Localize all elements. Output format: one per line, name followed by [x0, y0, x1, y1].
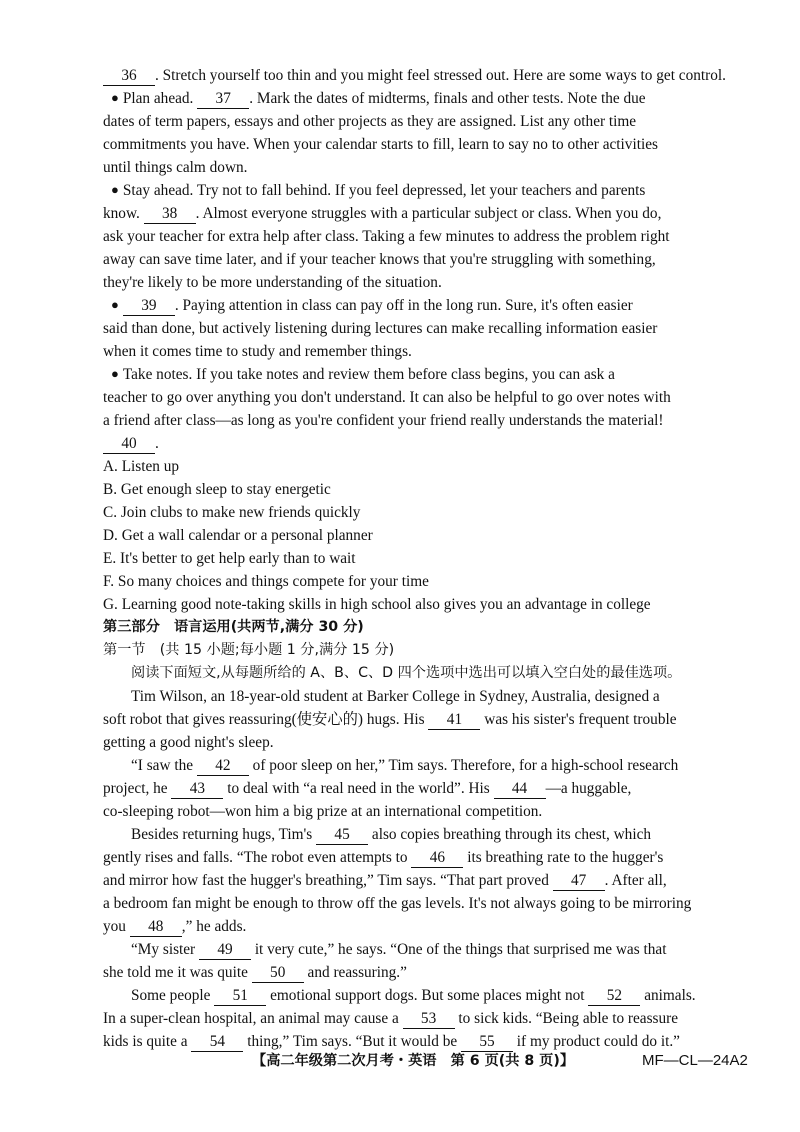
para-36: 36 . Stretch yourself too thin and you might feel stressed out. Here are some ways to get control.	[103, 64, 763, 87]
text-line: ask your teacher for extra help after class. Taking a few minutes to address the problem right	[103, 228, 670, 245]
blank-52: 52	[588, 987, 640, 1006]
text-line: when it comes time to study and remember things.	[103, 343, 412, 360]
text-line: kids is quite a 54 thing,” Tim says. “But it would be 55 if my product could do it.”	[103, 1033, 680, 1050]
text-line: know. 38 . Almost everyone struggles with a particular subject or class. When you do,	[103, 205, 662, 222]
text-line: she told me it was quite 50 and reassuring.”	[103, 964, 407, 981]
cloze-instruction: 阅读下面短文,从每题所给的 A、B、C、D 四个选项中选出可以填入空白处的最佳选项。	[131, 665, 682, 681]
option-f: F. So many choices and things compete for your time	[103, 573, 429, 590]
footer-code: MF—CL—24A2	[642, 1052, 748, 1069]
blank-37: 37	[197, 90, 249, 109]
blank-51: 51	[214, 987, 266, 1006]
option-b: B. Get enough sleep to stay energetic	[103, 481, 331, 498]
para-40: 40 .	[103, 432, 763, 455]
text-line: away can save time later, and if your teacher knows that you're struggling with something,	[103, 251, 656, 268]
text-line: and mirror how fast the hugger's breathing,” Tim says. “That part proved 47 . After all,	[103, 872, 667, 889]
blank-46: 46	[411, 849, 463, 868]
blank-38: 38	[144, 205, 196, 224]
text-line: “My sister 49 it very cute,” he says. “One of the things that surprised me was that	[131, 941, 667, 958]
text-line: they're likely to be more understanding of the situation.	[103, 274, 442, 291]
blank-40: 40	[103, 435, 155, 454]
text-line: gently rises and falls. “The robot even attempts to 46 its breathing rate to the hugger's	[103, 849, 664, 866]
blank-47: 47	[553, 872, 605, 891]
text-line: commitments you have. When your calendar starts to fill, learn to say no to other activities	[103, 136, 658, 153]
text-line: Some people 51 emotional support dogs. But some places might not 52 animals.	[131, 987, 696, 1004]
text-line: until things calm down.	[103, 159, 248, 176]
blank-39: 39	[123, 297, 175, 316]
bullet-dot-icon: ●	[111, 297, 119, 312]
option-a: A. Listen up	[103, 458, 180, 475]
blank-45: 45	[316, 826, 368, 845]
text-line: dates of term papers, essays and other projects as they are assigned. List any other time	[103, 113, 637, 130]
bullet-plan-ahead: ● Plan ahead. 37 . Mark the dates of midterms, finals and other tests. Note the due	[111, 90, 646, 107]
text-line: “I saw the 42 of poor sleep on her,” Tim says. Therefore, for a high-school research	[131, 757, 679, 774]
page-footer	[252, 1049, 772, 1073]
part3-heading: 第三部分 语言运用(共两节,满分 30 分)	[103, 619, 364, 635]
bullet-dot-icon: ●	[111, 90, 119, 105]
footer-exam-label: 【高二年级第二次月考・英语 第 6 页(共 8 页)】	[252, 1053, 575, 1069]
text-line: a friend after class—as long as you're confident your friend really understands the material!	[103, 412, 664, 429]
blank-48: 48	[130, 918, 182, 937]
text-line: said than done, but actively listening during lectures can make recalling information easier	[103, 320, 658, 337]
text-line: co-sleeping robot—won him a big prize at an international competition.	[103, 803, 543, 820]
text-line: you 48 ,” he adds.	[103, 918, 247, 935]
blank-53: 53	[403, 1010, 455, 1029]
text-line: Tim Wilson, an 18-year-old student at Barker College in Sydney, Australia, designed a	[131, 688, 660, 705]
text-line: Besides returning hugs, Tim's 45 also copies breathing through its chest, which	[131, 826, 652, 843]
text-line: In a super-clean hospital, an animal may cause a 53 to sick kids. “Being able to reassure	[103, 1010, 679, 1027]
blank-43: 43	[171, 780, 223, 799]
blank-36: 36	[103, 67, 155, 86]
option-d: D. Get a wall calendar or a personal planner	[103, 527, 373, 544]
bullet-dot-icon: ●	[111, 366, 119, 381]
blank-50: 50	[252, 964, 304, 983]
blank-41: 41	[428, 711, 480, 730]
text-line: project, he 43 to deal with “a real need in the world”. His 44 —a huggable,	[103, 780, 632, 797]
option-g: G. Learning good note-taking skills in high school also gives you an advantage in college	[103, 596, 651, 613]
section1-heading: 第一节 (共 15 小题;每小题 1 分,满分 15 分)	[103, 642, 395, 658]
text-line: a bedroom fan might be enough to throw off the gas levels. It's not always going to be mirroring	[103, 895, 692, 912]
option-c: C. Join clubs to make new friends quickly	[103, 504, 361, 521]
bullet-39: ● 39 . Paying attention in class can pay off in the long run. Sure, it's often easier	[111, 297, 633, 314]
text-line: soft robot that gives reassuring(使安心的) hugs. His 41 was his sister's frequent trouble	[103, 711, 677, 728]
option-e: E. It's better to get help early than to wait	[103, 550, 356, 567]
text-line: teacher to go over anything you don't understand. It can also be helpful to go over notes with	[103, 389, 671, 406]
blank-49: 49	[199, 941, 251, 960]
bullet-take-notes: ● Take notes. If you take notes and review them before class begins, you can ask a	[111, 366, 615, 383]
blank-44: 44	[494, 780, 546, 799]
bullet-stay-ahead: ● Stay ahead. Try not to fall behind. If you feel depressed, let your teachers and parents	[111, 182, 646, 199]
bullet-dot-icon: ●	[111, 182, 119, 197]
blank-42: 42	[197, 757, 249, 776]
blank-55: 55	[461, 1033, 513, 1052]
text-line: getting a good night's sleep.	[103, 734, 274, 751]
blank-54: 54	[191, 1033, 243, 1052]
